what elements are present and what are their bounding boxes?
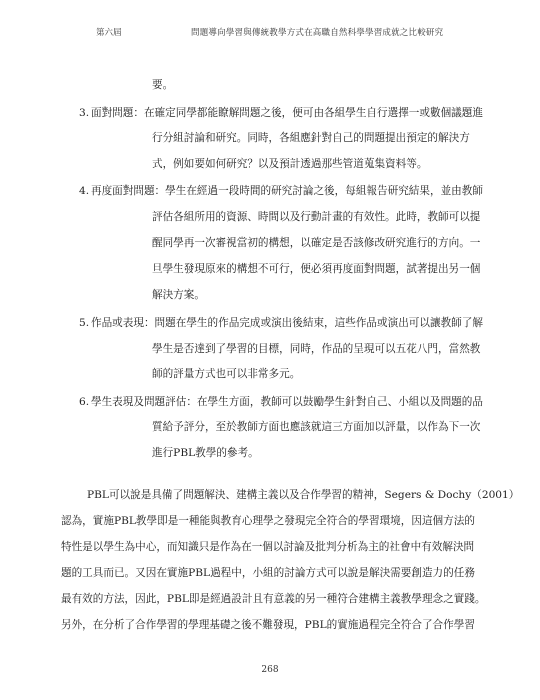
paragraph-line: 另外，在分析了合作學習的學理基礎之後不難發現，PBL的實施過程完全符合了合作學習 xyxy=(61,619,475,631)
list-item-line: 學生是否達到了學習的目標，同時，作品的呈現可以五花八門，當然教 xyxy=(152,343,481,355)
list-item-line: 式，例如要如何研究？以及預計透過那些管道蒐集資料等。 xyxy=(152,158,428,170)
list-item-line: 質給予評分，至於教師方面也應該就這三方面加以評量，以作為下一次 xyxy=(152,421,481,433)
list-item-line: 解決方案。 xyxy=(152,289,205,301)
list-item-line: 醒同學再一次審視當初的構想，以確定是否該修改研究進行的方向。一 xyxy=(152,237,481,249)
header-title: 問題導向學習與傳統教學方式在高職自然科學學習成就之比較研究 xyxy=(191,28,444,38)
paragraph-line: PBL可以說是具備了問題解決、建構主義以及合作學習的精神，Segers & Dochy（2001） xyxy=(87,489,520,501)
paragraph-line: 特性是以學生為中心，而知識只是作為在一個以討論及批判分析為主的社會中有效解決問 xyxy=(61,541,475,553)
list-item-line: 行分組討論和研究。同時，各組應針對自己的問題提出預定的解決方 xyxy=(152,132,470,144)
list-item-line: 面對問題：在確定同學都能瞭解問題之後，便可由各組學生自行選擇一或數個議題進 xyxy=(91,107,483,119)
list-item-line: 旦學生發現原來的構想不可行，便必須再度面對問題，試著提出另一個 xyxy=(152,263,481,275)
list-item-number: 6. xyxy=(79,396,90,408)
running-header xyxy=(0,26,540,42)
list-item-line: 作品或表現：問題在學生的作品完成或演出後結束，這些作品或演出可以讓教師了解 xyxy=(91,317,483,329)
list-item-number: 4. xyxy=(79,185,90,197)
list-item-number: 5. xyxy=(79,317,90,329)
page-number: 268 xyxy=(261,665,279,675)
list-item-line: 進行PBL教學的參考。 xyxy=(152,447,259,459)
paragraph-line: 題的工具而已。又因在實施PBL過程中，小組的討論方式可以說是解決需要創造力的任務 xyxy=(61,567,475,579)
paragraph-line: 認為，實施PBL教學即是一種能與教育心理學之發現完全符合的學習環境，因這個方法的 xyxy=(61,515,475,527)
list-item-line: 再度面對問題：學生在經過一段時間的研究討論之後，每組報告研究結果，並由教師 xyxy=(91,185,483,197)
list-item-line: 學生表現及問題評估：在學生方面，教師可以鼓勵學生針對自己、小組以及問題的品 xyxy=(91,396,483,408)
paragraph-line: 最有效的方法，因此，PBL即是經過設計且有意義的另一種符合建構主義教學理念之實踐。 xyxy=(61,593,486,605)
list-carry-line: 要。 xyxy=(152,79,174,91)
header-edition: 第六屆 xyxy=(96,28,122,38)
list-item-number: 3. xyxy=(79,107,90,119)
list-item-line: 評估各組所用的資源、時間以及行動計畫的有效性。此時，教師可以提 xyxy=(152,211,481,223)
list-item-line: 師的評量方式也可以非常多元。 xyxy=(152,368,301,380)
